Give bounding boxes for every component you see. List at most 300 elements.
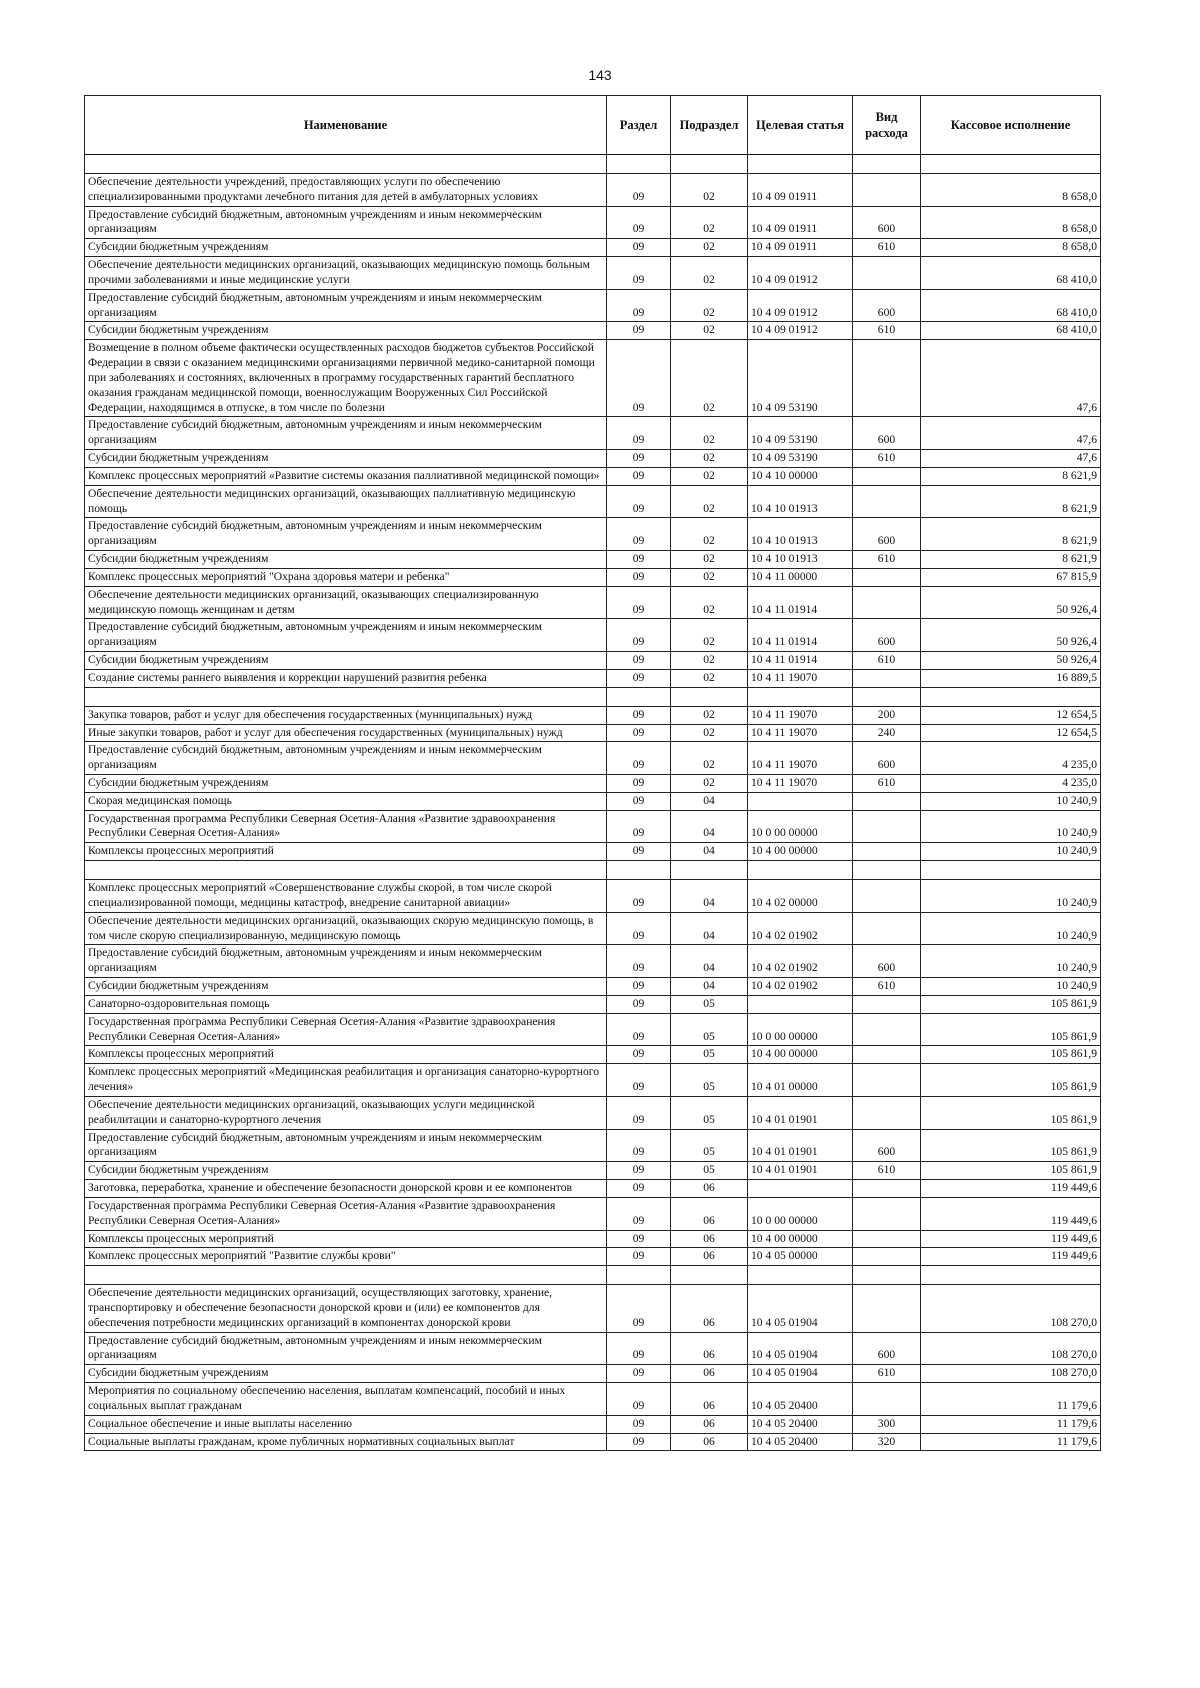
cell-expense-kind: 200 — [853, 706, 921, 724]
table-body — [85, 155, 1101, 1451]
cell-amount: 8 658,0 — [921, 206, 1101, 239]
cell-expense-kind — [853, 568, 921, 586]
cell-expense-kind: 600 — [853, 289, 921, 322]
cell-name: Обеспечение деятельности медицинских организаций, оказывающих паллиативную медицинскую помощь — [85, 485, 607, 518]
cell-section: 09 — [607, 1180, 671, 1198]
cell-amount: 4 235,0 — [921, 774, 1101, 792]
cell-target-article: 10 4 01 01901 — [748, 1162, 853, 1180]
cell-name: Субсидии бюджетным учреждениям — [85, 774, 607, 792]
cell-expense-kind — [853, 1013, 921, 1046]
cell-target-article: 10 4 11 01914 — [748, 652, 853, 670]
cell-expense-kind — [853, 912, 921, 945]
cell-name: Субсидии бюджетным учреждениям — [85, 978, 607, 996]
cell-name: Предоставление субсидий бюджетным, автономным учреждениям и иным некоммерческим организациям — [85, 945, 607, 978]
cell-name: Комплекс процессных мероприятий "Охрана здоровья матери и ребенка" — [85, 568, 607, 586]
table-row — [85, 340, 1101, 417]
cell-target-article: 10 4 05 20400 — [748, 1433, 853, 1451]
table-row — [85, 1365, 1101, 1383]
table-row — [85, 669, 1101, 687]
spacer-cell — [748, 1266, 853, 1285]
cell-name: Обеспечение деятельности медицинских организаций, оказывающих медицинскую помощь больным прочими заболеваниями и иные медицинские услуги — [85, 257, 607, 290]
cell-target-article: 10 4 05 20400 — [748, 1383, 853, 1416]
table-row — [85, 257, 1101, 290]
cell-target-article: 10 4 10 01913 — [748, 551, 853, 569]
cell-expense-kind — [853, 792, 921, 810]
cell-name: Предоставление субсидий бюджетным, автономным учреждениям и иным некоммерческим организациям — [85, 1332, 607, 1365]
cell-expense-kind: 610 — [853, 652, 921, 670]
cell-amount: 50 926,4 — [921, 619, 1101, 652]
cell-section: 09 — [607, 257, 671, 290]
table-header-row — [85, 96, 1101, 155]
spacer-cell — [607, 687, 671, 706]
cell-name: Обеспечение деятельности учреждений, предоставляющих услуги по обеспечению специализированными продуктами лечебного питания для детей в амбулаторных условиях — [85, 174, 607, 207]
cell-subsection: 02 — [671, 467, 748, 485]
cell-name: Субсидии бюджетным учреждениям — [85, 450, 607, 468]
cell-subsection: 06 — [671, 1197, 748, 1230]
cell-subsection: 05 — [671, 1162, 748, 1180]
table-row — [85, 1415, 1101, 1433]
cell-name: Субсидии бюджетным учреждениям — [85, 652, 607, 670]
table-row — [85, 568, 1101, 586]
cell-target-article: 10 4 01 01901 — [748, 1096, 853, 1129]
cell-target-article: 10 0 00 00000 — [748, 810, 853, 843]
cell-section: 09 — [607, 340, 671, 417]
cell-amount: 47,6 — [921, 417, 1101, 450]
cell-target-article: 10 4 09 53190 — [748, 340, 853, 417]
cell-amount: 119 449,6 — [921, 1248, 1101, 1266]
cell-section: 09 — [607, 1129, 671, 1162]
cell-name: Государственная программа Республики Северная Осетия-Алания «Развитие здравоохранения Республики Северная Осетия-Алания» — [85, 810, 607, 843]
cell-amount: 8 658,0 — [921, 239, 1101, 257]
table-row — [85, 742, 1101, 775]
cell-target-article — [748, 1180, 853, 1198]
cell-subsection: 06 — [671, 1415, 748, 1433]
cell-section: 09 — [607, 467, 671, 485]
cell-amount: 108 270,0 — [921, 1285, 1101, 1332]
cell-amount: 105 861,9 — [921, 1046, 1101, 1064]
cell-amount: 47,6 — [921, 450, 1101, 468]
cell-name: Закупка товаров, работ и услуг для обеспечения государственных (муниципальных) нужд — [85, 706, 607, 724]
cell-name: Создание системы раннего выявления и коррекции нарушений развития ребенка — [85, 669, 607, 687]
cell-expense-kind — [853, 1248, 921, 1266]
spacer-cell — [748, 687, 853, 706]
cell-amount: 105 861,9 — [921, 1013, 1101, 1046]
cell-subsection: 04 — [671, 945, 748, 978]
cell-target-article: 10 4 09 01912 — [748, 257, 853, 290]
table-row — [85, 322, 1101, 340]
cell-amount: 50 926,4 — [921, 586, 1101, 619]
cell-expense-kind: 610 — [853, 239, 921, 257]
spacer-cell — [85, 1266, 607, 1285]
table-row — [85, 551, 1101, 569]
table-row — [85, 619, 1101, 652]
cell-target-article: 10 4 11 00000 — [748, 568, 853, 586]
cell-section: 09 — [607, 1383, 671, 1416]
cell-name: Возмещение в полном объеме фактически осуществленных расходов бюджетов субъектов Российской Федерации в связи с оказанием медицинскими организациями первичной медико-санитарной помощи при заболеваниях и состояниях, включенных в программу государственных гарантий бесплатного оказания гражданам медицинской помощи, военнослужащим Вооруженных Сил Российской Федерации, находящимся в отпуске, в том числе по болезни — [85, 340, 607, 417]
table-row — [85, 978, 1101, 996]
cell-expense-kind: 600 — [853, 417, 921, 450]
cell-name: Социальное обеспечение и иные выплаты населению — [85, 1415, 607, 1433]
cell-subsection: 02 — [671, 257, 748, 290]
cell-section: 09 — [607, 1064, 671, 1097]
cell-amount: 12 654,5 — [921, 724, 1101, 742]
cell-expense-kind — [853, 995, 921, 1013]
cell-target-article: 10 4 02 01902 — [748, 978, 853, 996]
table-row — [85, 843, 1101, 861]
cell-target-article: 10 4 11 19070 — [748, 724, 853, 742]
spacer-cell — [671, 687, 748, 706]
cell-amount: 67 815,9 — [921, 568, 1101, 586]
table-row — [85, 945, 1101, 978]
cell-section: 09 — [607, 1162, 671, 1180]
cell-subsection: 04 — [671, 843, 748, 861]
table-row — [85, 1332, 1101, 1365]
cell-expense-kind — [853, 1285, 921, 1332]
cell-expense-kind: 610 — [853, 774, 921, 792]
cell-subsection: 06 — [671, 1180, 748, 1198]
cell-expense-kind: 600 — [853, 206, 921, 239]
cell-amount: 47,6 — [921, 340, 1101, 417]
cell-target-article: 10 4 02 00000 — [748, 880, 853, 913]
cell-target-article: 10 4 10 00000 — [748, 467, 853, 485]
cell-name: Субсидии бюджетным учреждениям — [85, 1365, 607, 1383]
spacer-cell — [85, 687, 607, 706]
header-cash-execution: Кассовое исполнение — [921, 96, 1101, 155]
spacer-cell — [671, 1266, 748, 1285]
cell-section: 09 — [607, 742, 671, 775]
cell-subsection: 02 — [671, 174, 748, 207]
cell-expense-kind: 600 — [853, 518, 921, 551]
cell-subsection: 02 — [671, 485, 748, 518]
cell-target-article: 10 0 00 00000 — [748, 1197, 853, 1230]
cell-amount: 10 240,9 — [921, 843, 1101, 861]
spacer-cell — [671, 861, 748, 880]
cell-name: Комплекс процессных мероприятий «Медицинская реабилитация и организация санаторно-курортного лечения» — [85, 1064, 607, 1097]
cell-section: 09 — [607, 322, 671, 340]
cell-target-article: 10 4 05 01904 — [748, 1285, 853, 1332]
cell-subsection: 02 — [671, 669, 748, 687]
cell-subsection: 06 — [671, 1433, 748, 1451]
cell-section: 09 — [607, 995, 671, 1013]
cell-target-article: 10 4 00 00000 — [748, 843, 853, 861]
table-row — [85, 774, 1101, 792]
cell-expense-kind: 610 — [853, 1365, 921, 1383]
cell-amount: 119 449,6 — [921, 1180, 1101, 1198]
cell-amount: 119 449,6 — [921, 1197, 1101, 1230]
cell-subsection: 02 — [671, 450, 748, 468]
cell-target-article: 10 4 00 00000 — [748, 1046, 853, 1064]
spacer-cell — [921, 687, 1101, 706]
cell-name: Санаторно-оздоровительная помощь — [85, 995, 607, 1013]
table-row — [85, 239, 1101, 257]
cell-target-article: 10 4 05 00000 — [748, 1248, 853, 1266]
cell-target-article: 10 4 09 01911 — [748, 174, 853, 207]
cell-expense-kind — [853, 1064, 921, 1097]
cell-expense-kind: 600 — [853, 1129, 921, 1162]
cell-target-article: 10 4 01 01901 — [748, 1129, 853, 1162]
cell-expense-kind — [853, 810, 921, 843]
cell-section: 09 — [607, 450, 671, 468]
cell-expense-kind — [853, 1046, 921, 1064]
header-expense-kind: Вид расхода — [853, 96, 921, 155]
header-section: Раздел — [607, 96, 671, 155]
table-row — [85, 417, 1101, 450]
table-row — [85, 652, 1101, 670]
spacer-cell — [85, 155, 607, 174]
spacer-row — [85, 687, 1101, 706]
cell-target-article: 10 4 09 53190 — [748, 450, 853, 468]
cell-amount: 105 861,9 — [921, 1129, 1101, 1162]
cell-amount: 8 658,0 — [921, 174, 1101, 207]
table-row — [85, 1013, 1101, 1046]
cell-section: 09 — [607, 551, 671, 569]
table-row — [85, 518, 1101, 551]
cell-name: Комплексы процессных мероприятий — [85, 843, 607, 861]
cell-expense-kind — [853, 586, 921, 619]
cell-amount: 50 926,4 — [921, 652, 1101, 670]
cell-subsection: 02 — [671, 724, 748, 742]
table-row — [85, 1046, 1101, 1064]
cell-subsection: 02 — [671, 289, 748, 322]
cell-target-article — [748, 792, 853, 810]
table-row — [85, 880, 1101, 913]
header-target-article: Целевая статья — [748, 96, 853, 155]
cell-section: 09 — [607, 810, 671, 843]
cell-expense-kind — [853, 1383, 921, 1416]
cell-name: Предоставление субсидий бюджетным, автономным учреждениям и иным некоммерческим организациям — [85, 742, 607, 775]
cell-target-article: 10 4 11 01914 — [748, 619, 853, 652]
cell-amount: 105 861,9 — [921, 1096, 1101, 1129]
table-row — [85, 206, 1101, 239]
cell-subsection: 02 — [671, 518, 748, 551]
cell-name: Предоставление субсидий бюджетным, автономным учреждениям и иным некоммерческим организациям — [85, 417, 607, 450]
cell-section: 09 — [607, 1046, 671, 1064]
spacer-cell — [607, 861, 671, 880]
cell-section: 09 — [607, 774, 671, 792]
cell-amount: 105 861,9 — [921, 1162, 1101, 1180]
cell-expense-kind: 610 — [853, 978, 921, 996]
cell-expense-kind — [853, 485, 921, 518]
cell-section: 09 — [607, 1248, 671, 1266]
cell-target-article: 10 4 05 20400 — [748, 1415, 853, 1433]
cell-subsection: 02 — [671, 417, 748, 450]
cell-section: 09 — [607, 619, 671, 652]
cell-subsection: 02 — [671, 619, 748, 652]
page-number: 143 — [588, 67, 612, 83]
cell-name: Субсидии бюджетным учреждениям — [85, 322, 607, 340]
cell-subsection: 02 — [671, 586, 748, 619]
table-row — [85, 1383, 1101, 1416]
cell-name: Комплексы процессных мероприятий — [85, 1230, 607, 1248]
cell-expense-kind: 610 — [853, 450, 921, 468]
cell-subsection: 05 — [671, 1064, 748, 1097]
cell-subsection: 04 — [671, 792, 748, 810]
cell-name: Предоставление субсидий бюджетным, автономным учреждениям и иным некоммерческим организациям — [85, 518, 607, 551]
cell-subsection: 06 — [671, 1248, 748, 1266]
cell-section: 09 — [607, 792, 671, 810]
cell-target-article: 10 4 11 19070 — [748, 742, 853, 775]
spacer-cell — [748, 155, 853, 174]
table-row — [85, 1064, 1101, 1097]
cell-subsection: 06 — [671, 1383, 748, 1416]
cell-subsection: 06 — [671, 1285, 748, 1332]
cell-section: 09 — [607, 978, 671, 996]
cell-name: Предоставление субсидий бюджетным, автономным учреждениям и иным некоммерческим организациям — [85, 1129, 607, 1162]
cell-name: Субсидии бюджетным учреждениям — [85, 1162, 607, 1180]
cell-expense-kind: 300 — [853, 1415, 921, 1433]
cell-subsection: 05 — [671, 995, 748, 1013]
table-row — [85, 1197, 1101, 1230]
cell-name: Субсидии бюджетным учреждениям — [85, 239, 607, 257]
cell-expense-kind — [853, 1180, 921, 1198]
cell-amount: 10 240,9 — [921, 792, 1101, 810]
cell-name: Заготовка, переработка, хранение и обеспечение безопасности донорской крови и ее компонентов — [85, 1180, 607, 1198]
table-row — [85, 485, 1101, 518]
spacer-cell — [853, 1266, 921, 1285]
cell-amount: 108 270,0 — [921, 1332, 1101, 1365]
cell-section: 09 — [607, 1415, 671, 1433]
spacer-cell — [853, 861, 921, 880]
table-row — [85, 450, 1101, 468]
cell-section: 09 — [607, 586, 671, 619]
cell-expense-kind: 600 — [853, 945, 921, 978]
cell-section: 09 — [607, 1230, 671, 1248]
cell-amount: 4 235,0 — [921, 742, 1101, 775]
cell-subsection: 02 — [671, 551, 748, 569]
spacer-row — [85, 1266, 1101, 1285]
cell-name: Предоставление субсидий бюджетным, автономным учреждениям и иным некоммерческим организациям — [85, 289, 607, 322]
spacer-cell — [921, 155, 1101, 174]
cell-subsection: 02 — [671, 652, 748, 670]
table-row — [85, 1180, 1101, 1198]
cell-amount: 16 889,5 — [921, 669, 1101, 687]
cell-expense-kind — [853, 1096, 921, 1129]
cell-section: 09 — [607, 724, 671, 742]
cell-expense-kind — [853, 843, 921, 861]
cell-expense-kind — [853, 467, 921, 485]
cell-section: 09 — [607, 417, 671, 450]
spacer-cell — [607, 155, 671, 174]
cell-subsection: 02 — [671, 322, 748, 340]
cell-amount: 11 179,6 — [921, 1415, 1101, 1433]
cell-target-article: 10 4 02 01902 — [748, 912, 853, 945]
cell-subsection: 06 — [671, 1230, 748, 1248]
cell-name: Обеспечение деятельности медицинских организаций, оказывающих скорую медицинскую помощь, в том числе скорую специализированную, медицинскую помощь — [85, 912, 607, 945]
cell-section: 09 — [607, 843, 671, 861]
cell-amount: 10 240,9 — [921, 810, 1101, 843]
cell-name: Предоставление субсидий бюджетным, автономным учреждениям и иным некоммерческим организациям — [85, 619, 607, 652]
table-row — [85, 1433, 1101, 1451]
cell-target-article: 10 4 09 01912 — [748, 322, 853, 340]
cell-amount: 10 240,9 — [921, 945, 1101, 978]
cell-expense-kind: 240 — [853, 724, 921, 742]
cell-name: Мероприятия по социальному обеспечению населения, выплатам компенсаций, пособий и иных социальных выплат гражданам — [85, 1383, 607, 1416]
table-row — [85, 586, 1101, 619]
cell-name: Субсидии бюджетным учреждениям — [85, 551, 607, 569]
cell-amount: 10 240,9 — [921, 912, 1101, 945]
cell-name: Государственная программа Республики Северная Осетия-Алания «Развитие здравоохранения Республики Северная Осетия-Алания» — [85, 1013, 607, 1046]
cell-section: 09 — [607, 1332, 671, 1365]
cell-name: Комплекс процессных мероприятий «Развитие системы оказания паллиативной медицинской помощи» — [85, 467, 607, 485]
cell-section: 09 — [607, 652, 671, 670]
cell-section: 09 — [607, 945, 671, 978]
cell-section: 09 — [607, 1096, 671, 1129]
cell-target-article: 10 4 11 19070 — [748, 669, 853, 687]
cell-name: Социальные выплаты гражданам, кроме публичных нормативных социальных выплат — [85, 1433, 607, 1451]
cell-target-article: 10 4 09 01911 — [748, 206, 853, 239]
header-subsection: Подраздел — [671, 96, 748, 155]
spacer-cell — [671, 155, 748, 174]
cell-target-article: 10 4 05 01904 — [748, 1332, 853, 1365]
cell-amount: 68 410,0 — [921, 257, 1101, 290]
cell-section: 09 — [607, 174, 671, 207]
cell-name: Скорая медицинская помощь — [85, 792, 607, 810]
cell-amount: 10 240,9 — [921, 978, 1101, 996]
table-row — [85, 706, 1101, 724]
cell-target-article: 10 4 11 19070 — [748, 706, 853, 724]
cell-subsection: 02 — [671, 774, 748, 792]
cell-amount: 108 270,0 — [921, 1365, 1101, 1383]
cell-section: 09 — [607, 1365, 671, 1383]
cell-subsection: 02 — [671, 239, 748, 257]
cell-target-article: 10 0 00 00000 — [748, 1013, 853, 1046]
cell-name: Комплекс процессных мероприятий «Совершенствование службы скорой, в том числе скорой специализированной помощи, медицины катастроф, внедрение санитарной авиации» — [85, 880, 607, 913]
cell-target-article: 10 4 10 01913 — [748, 485, 853, 518]
cell-subsection: 04 — [671, 912, 748, 945]
cell-expense-kind: 610 — [853, 1162, 921, 1180]
cell-name: Предоставление субсидий бюджетным, автономным учреждениям и иным некоммерческим организациям — [85, 206, 607, 239]
cell-amount: 11 179,6 — [921, 1433, 1101, 1451]
cell-amount: 10 240,9 — [921, 880, 1101, 913]
cell-name: Комплексы процессных мероприятий — [85, 1046, 607, 1064]
cell-amount: 11 179,6 — [921, 1383, 1101, 1416]
cell-target-article: 10 4 09 01912 — [748, 289, 853, 322]
cell-expense-kind — [853, 880, 921, 913]
cell-expense-kind — [853, 1197, 921, 1230]
cell-amount: 68 410,0 — [921, 322, 1101, 340]
spacer-cell — [853, 687, 921, 706]
cell-name: Иные закупки товаров, работ и услуг для обеспечения государственных (муниципальных) нужд — [85, 724, 607, 742]
cell-amount: 119 449,6 — [921, 1230, 1101, 1248]
cell-subsection: 02 — [671, 206, 748, 239]
cell-target-article — [748, 995, 853, 1013]
table-row — [85, 289, 1101, 322]
cell-subsection: 05 — [671, 1013, 748, 1046]
table-row — [85, 810, 1101, 843]
table-row — [85, 1162, 1101, 1180]
cell-section: 09 — [607, 485, 671, 518]
cell-section: 09 — [607, 1433, 671, 1451]
cell-name: Обеспечение деятельности медицинских организаций, оказывающих услуги медицинской реабилитации и санаторно-курортного лечения — [85, 1096, 607, 1129]
table-row — [85, 995, 1101, 1013]
cell-amount: 105 861,9 — [921, 1064, 1101, 1097]
cell-section: 09 — [607, 880, 671, 913]
table-row — [85, 792, 1101, 810]
cell-subsection: 02 — [671, 742, 748, 775]
header-name: Наименование — [85, 96, 607, 155]
cell-section: 09 — [607, 669, 671, 687]
cell-target-article: 10 4 02 01902 — [748, 945, 853, 978]
cell-target-article: 10 4 05 01904 — [748, 1365, 853, 1383]
spacer-row — [85, 861, 1101, 880]
table-row — [85, 1248, 1101, 1266]
table-row — [85, 174, 1101, 207]
table-row — [85, 1129, 1101, 1162]
cell-expense-kind — [853, 669, 921, 687]
cell-subsection: 05 — [671, 1129, 748, 1162]
cell-name: Комплекс процессных мероприятий "Развитие службы крови" — [85, 1248, 607, 1266]
cell-amount: 12 654,5 — [921, 706, 1101, 724]
